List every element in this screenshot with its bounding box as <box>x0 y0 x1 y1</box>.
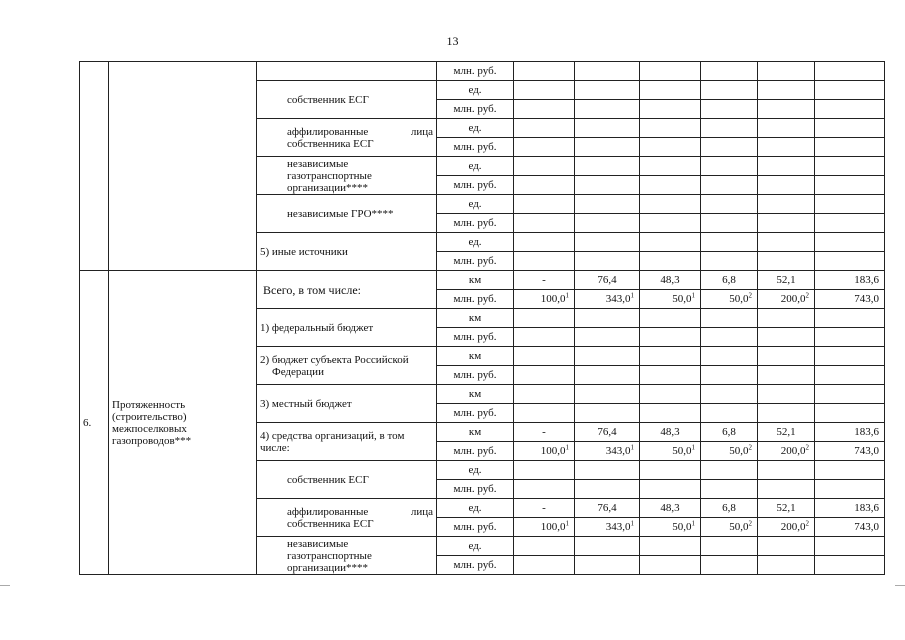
unit-cell: млн. руб. <box>437 100 514 119</box>
value-cell <box>640 442 701 461</box>
value-text: 343,0 <box>605 445 631 457</box>
unit-cell: ед. <box>437 499 514 518</box>
unit-cell: млн. руб. <box>437 518 514 537</box>
value-cell: 52,1 <box>758 423 815 442</box>
unit-cell: млн. руб. <box>437 290 514 309</box>
source-label: лица <box>410 505 433 518</box>
footnote-mark: 1 <box>691 443 695 452</box>
value-text: 743,0 <box>854 293 879 305</box>
table-row <box>80 62 885 81</box>
source-total: Всего, в том числе: <box>257 271 437 309</box>
footnote-mark: 1 <box>630 443 634 452</box>
value-cell <box>701 442 758 461</box>
source-affiliated <box>257 119 437 157</box>
unit-cell: млн. руб. <box>437 366 514 385</box>
footnote-mark: 2 <box>748 291 752 300</box>
unit-cell: ед. <box>437 195 514 214</box>
row-name <box>109 271 257 575</box>
unit-cell: млн. руб. <box>437 176 514 195</box>
value-text: 743,0 <box>854 521 879 533</box>
number-cell-empty <box>80 62 109 271</box>
value-cell: 52,1 <box>758 499 815 518</box>
source-label: Федерации <box>272 365 324 378</box>
value-cell <box>640 518 701 537</box>
value-cell <box>514 442 575 461</box>
value-cell: 183,6 <box>815 271 885 290</box>
value-cell: - <box>514 499 575 518</box>
unit-cell: км <box>437 347 514 366</box>
value-cell <box>575 518 640 537</box>
value-text: 50,0 <box>729 521 749 533</box>
footnote-mark: 2 <box>805 519 809 528</box>
source-label: независимые газотранспортные <box>287 157 372 182</box>
footnote-mark: 1 <box>630 519 634 528</box>
value-text: 200,0 <box>780 445 806 457</box>
source-label: независимые газотранспортные <box>287 537 372 562</box>
value-cell <box>514 290 575 309</box>
footnote-mark: 2 <box>805 443 809 452</box>
unit-cell: млн. руб. <box>437 328 514 347</box>
footnote-mark: 2 <box>805 291 809 300</box>
unit-cell: млн. руб. <box>437 62 514 81</box>
value-cell <box>815 518 885 537</box>
value-text: 100,0 <box>540 521 566 533</box>
source-regional <box>257 347 437 385</box>
table-row <box>80 271 885 290</box>
value-cell <box>758 442 815 461</box>
unit-cell: км <box>437 423 514 442</box>
unit-cell: млн. руб. <box>437 404 514 423</box>
financing-table <box>79 61 885 575</box>
row-name-line: газопроводов*** <box>112 434 192 447</box>
value-cell: 76,4 <box>575 271 640 290</box>
source-independent-gto <box>257 157 437 195</box>
value-text: 200,0 <box>780 293 806 305</box>
value-text: 200,0 <box>780 521 806 533</box>
footnote-mark: 1 <box>691 291 695 300</box>
value-cell: - <box>514 271 575 290</box>
value-cell <box>575 442 640 461</box>
footnote-mark: 1 <box>565 519 569 528</box>
source-label: аффилированные <box>287 505 369 518</box>
source-label: собственника ЕСГ <box>287 137 374 150</box>
unit-cell: млн. руб. <box>437 252 514 271</box>
value-text: 50,0 <box>729 445 749 457</box>
unit-cell: км <box>437 385 514 404</box>
value-cell: 183,6 <box>815 423 885 442</box>
crop-mark <box>895 585 905 586</box>
value-cell: 6,8 <box>701 271 758 290</box>
value-text: 743,0 <box>854 445 879 457</box>
footnote-mark: 1 <box>630 291 634 300</box>
value-cell: 52,1 <box>758 271 815 290</box>
source-label: организации**** <box>287 181 369 194</box>
source-label: лица <box>410 125 433 138</box>
value-cell <box>815 290 885 309</box>
unit-cell: км <box>437 271 514 290</box>
value-cell <box>514 518 575 537</box>
value-cell <box>575 290 640 309</box>
value-text: 50,0 <box>672 293 692 305</box>
value-cell: - <box>514 423 575 442</box>
row-name-line: (строительство) <box>112 410 187 423</box>
unit-cell: км <box>437 309 514 328</box>
value-cell <box>640 290 701 309</box>
value-cell <box>815 442 885 461</box>
value-text: 50,0 <box>729 293 749 305</box>
row-name-line: Протяженность <box>112 398 186 411</box>
value-text: 50,0 <box>672 521 692 533</box>
source-affiliated <box>257 499 437 537</box>
source-local: 3) местный бюджет <box>257 385 437 423</box>
footnote-mark: 2 <box>748 443 752 452</box>
source-owner: собственник ЕСГ <box>257 461 437 499</box>
unit-cell: ед. <box>437 233 514 252</box>
value-cell: 183,6 <box>815 499 885 518</box>
source-label: собственника ЕСГ <box>287 517 374 530</box>
page-number: 13 <box>446 34 459 48</box>
source-cell-empty <box>257 62 437 81</box>
crop-mark <box>0 585 10 586</box>
source-label: организации**** <box>287 561 369 574</box>
source-label: аффилированные <box>287 125 369 138</box>
value-text: 100,0 <box>540 445 566 457</box>
source-organizations: 4) средства организаций, в том числе: <box>257 423 437 461</box>
source-owner: собственник ЕСГ <box>257 81 437 119</box>
value-cell: 48,3 <box>640 499 701 518</box>
value-text: 343,0 <box>605 521 631 533</box>
value-cell: 76,4 <box>575 499 640 518</box>
value-cell: 6,8 <box>701 423 758 442</box>
source-independent-gro: независимые ГРО**** <box>257 195 437 233</box>
value-cell: 48,3 <box>640 271 701 290</box>
value-cell <box>758 518 815 537</box>
value-cell: 48,3 <box>640 423 701 442</box>
unit-cell: ед. <box>437 537 514 556</box>
footnote-mark: 1 <box>565 443 569 452</box>
row-number: 6. <box>80 271 109 575</box>
value-cell <box>701 290 758 309</box>
unit-cell: млн. руб. <box>437 214 514 233</box>
unit-cell: ед. <box>437 119 514 138</box>
value-cell <box>758 290 815 309</box>
unit-cell: млн. руб. <box>437 138 514 157</box>
value-text: 343,0 <box>605 293 631 305</box>
unit-cell: ед. <box>437 461 514 480</box>
value-cell: 6,8 <box>701 499 758 518</box>
unit-cell: млн. руб. <box>437 480 514 499</box>
source-other: 5) иные источники <box>257 233 437 271</box>
row-name-line: межпоселковых <box>112 422 187 435</box>
name-cell-empty <box>109 62 257 271</box>
value-cell: 76,4 <box>575 423 640 442</box>
unit-cell: ед. <box>437 157 514 176</box>
unit-cell: млн. руб. <box>437 442 514 461</box>
source-independent-gto <box>257 537 437 575</box>
footnote-mark: 1 <box>691 519 695 528</box>
value-text: 50,0 <box>672 445 692 457</box>
source-federal: 1) федеральный бюджет <box>257 309 437 347</box>
unit-cell: млн. руб. <box>437 556 514 575</box>
source-label: 2) бюджет субъекта Российской <box>260 353 409 366</box>
footnote-mark: 2 <box>748 519 752 528</box>
value-cell <box>701 518 758 537</box>
footnote-mark: 1 <box>565 291 569 300</box>
value-text: 100,0 <box>540 293 566 305</box>
unit-cell: ед. <box>437 81 514 100</box>
